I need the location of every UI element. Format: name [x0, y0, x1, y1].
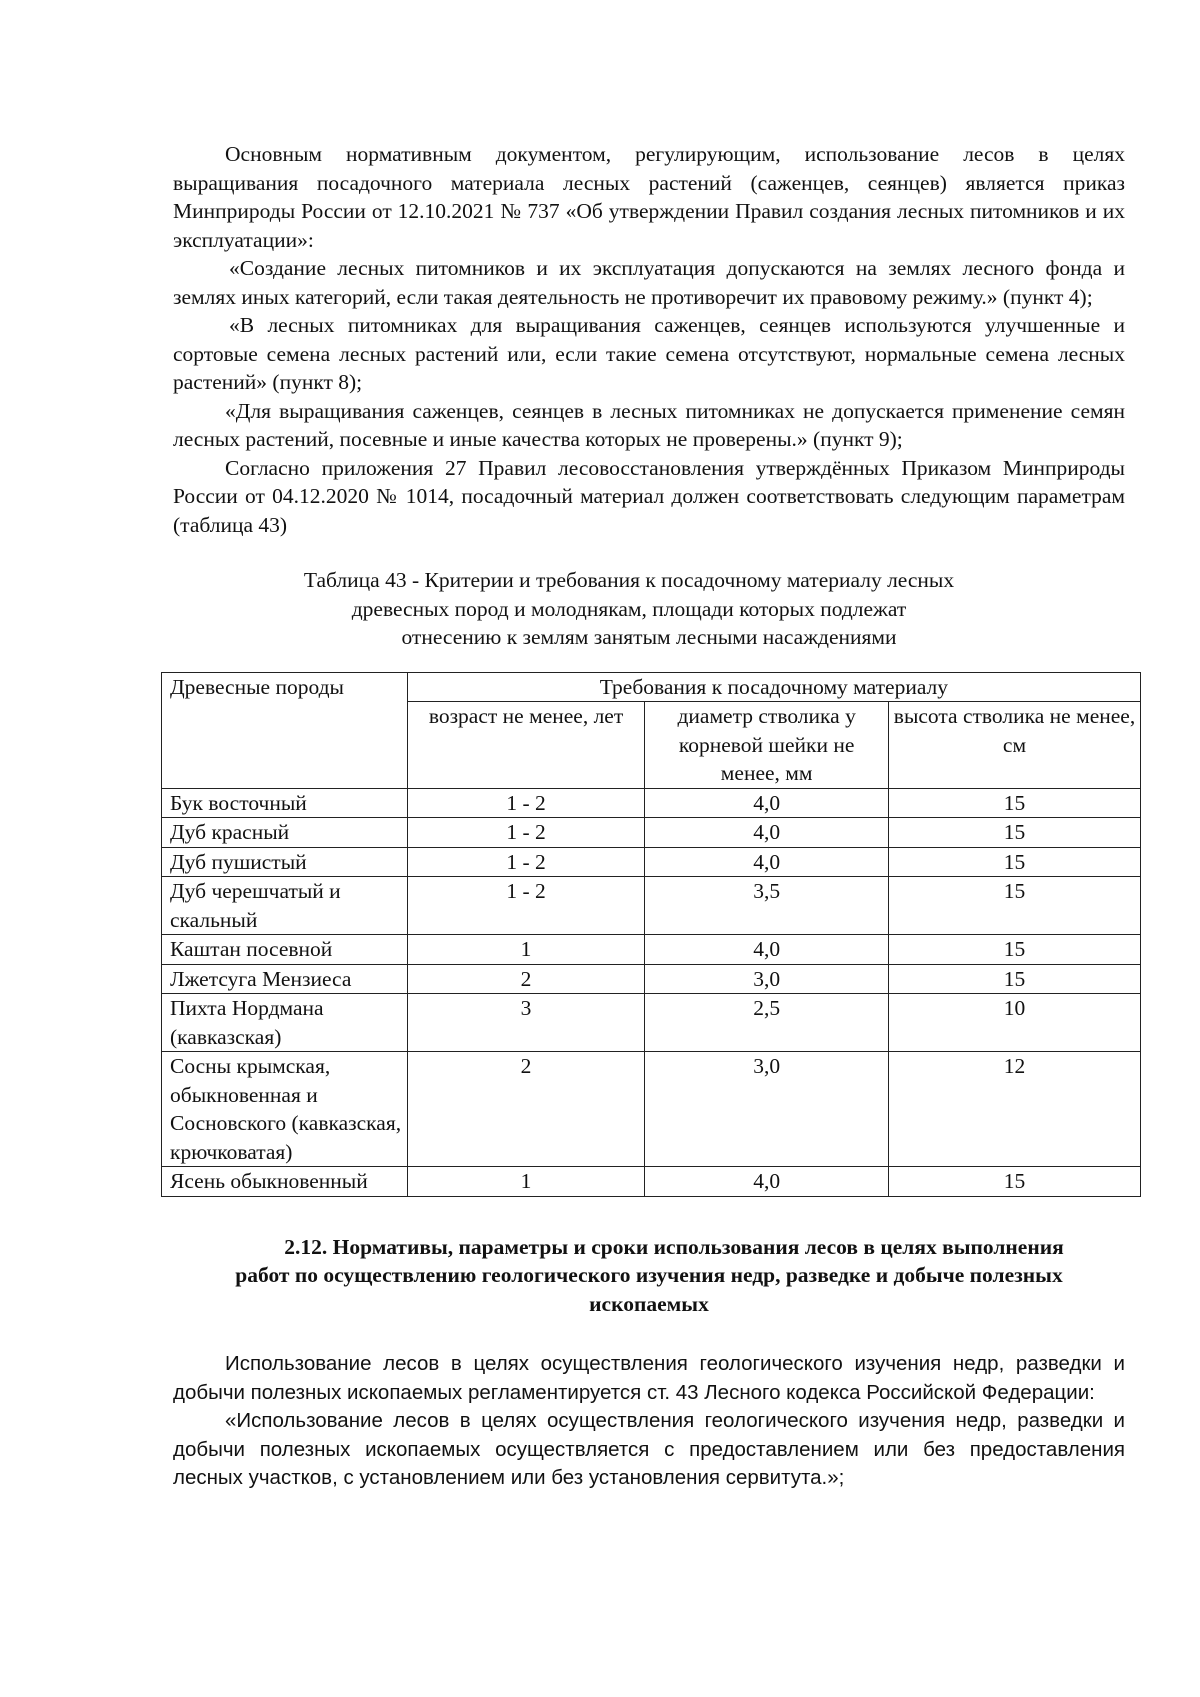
cell-height: 12 [889, 1052, 1141, 1167]
table-row [162, 847, 1141, 877]
cell-height: 15 [889, 877, 1141, 935]
header-age: возраст не менее, лет [407, 702, 645, 789]
cell-age: 1 - 2 [407, 877, 645, 935]
cell-diameter: 3,0 [645, 964, 889, 994]
paragraph-forest-code-quote: «Использование лесов в целях осуществления геологического изучения недр, разведки и добычи полезных ископаемых осуществляется с предоставлением или без предоставления лесных участков, с установлением или без установления сервитута.»; [173, 1409, 1125, 1489]
table-header-row [162, 672, 1141, 702]
cell-height: 15 [889, 935, 1141, 965]
planting-material-table [161, 672, 1141, 1197]
cell-height: 15 [889, 788, 1141, 818]
cell-species: Бук восточный [162, 788, 408, 818]
table-row [162, 935, 1141, 965]
table-row [162, 1052, 1141, 1167]
table-row [162, 818, 1141, 848]
table-caption-line: древесных пород и молоднякам, площади которых подлежат [351, 596, 907, 621]
section-body [173, 1350, 1125, 1493]
cell-age: 1 - 2 [407, 818, 645, 848]
cell-diameter: 2,5 [645, 994, 889, 1052]
cell-diameter: 4,0 [645, 818, 889, 848]
paragraph-quote-point-8: «В лесных питомниках для выращивания саженцев, сеянцев используются улучшенные и сортовые семена лесных растений или, если такие семена отсутствуют, нормальные семена лесных растений» (пункт 8); [173, 313, 1125, 394]
paragraph-intro: Основным нормативным документом, регулирующим, использование лесов в целях выращивания посадочного материала лесных растений (саженцев, сеянцев) является приказ Минприроды России от 12.10.2021 № 737 «Об утверждении Правил создания лесных питомников и их эксплуатации»: [173, 142, 1125, 252]
paragraph-forest-code: Использование лесов в целях осуществления геологического изучения недр, разведки и добычи полезных ископаемых регламентируется ст. 43 Лесного кодекса Российской Федерации: [173, 1352, 1125, 1404]
cell-age: 1 - 2 [407, 847, 645, 877]
cell-species: Дуб красный [162, 818, 408, 848]
header-requirements: Требования к посадочному материалу [407, 672, 1140, 702]
cell-species: Дуб черешчатый и скальный [162, 877, 408, 935]
table-caption-line: Таблица 43 - Критерии и требования к посадочному материалу лесных [303, 568, 955, 592]
paragraph-quote-point-4: «Создание лесных питомников и их эксплуатация допускаются на землях лесного фонда и землях иных категорий, если такая деятельность не противоречит их правовому режиму.» (пункт 4); [173, 256, 1125, 309]
cell-height: 15 [889, 847, 1141, 877]
cell-diameter: 3,5 [645, 877, 889, 935]
cell-height: 15 [889, 1167, 1141, 1197]
table-row [162, 964, 1141, 994]
cell-diameter: 4,0 [645, 847, 889, 877]
cell-age: 1 [407, 1167, 645, 1197]
paragraph-quote-point-9: «Для выращивания саженцев, сеянцев в лесных питомниках не допускается применение семян лесных растений, посевные и иные качества которых не проверены.» (пункт 9); [173, 398, 1125, 451]
table-row [162, 877, 1141, 935]
header-diameter: диаметр стволика у корневой шейки не менее, мм [645, 702, 889, 789]
cell-diameter: 4,0 [645, 935, 889, 965]
cell-species: Каштан посевной [162, 935, 408, 965]
table-caption-line: отнесению к землям занятым лесными насаждениями [401, 625, 897, 649]
cell-age: 1 [407, 935, 645, 965]
cell-diameter: 3,0 [645, 1052, 889, 1167]
table-row [162, 1167, 1141, 1197]
cell-age: 2 [407, 1052, 645, 1167]
document-page [170, 140, 1136, 1493]
cell-species: Пихта Нордмана (кавказская) [162, 994, 408, 1052]
section-heading [173, 1233, 1125, 1319]
cell-age: 2 [407, 964, 645, 994]
cell-diameter: 4,0 [645, 788, 889, 818]
cell-diameter: 4,0 [645, 1167, 889, 1197]
header-species: Древесные породы [162, 672, 408, 788]
header-height: высота стволика не менее, см [889, 702, 1141, 789]
cell-height: 10 [889, 994, 1141, 1052]
cell-height: 15 [889, 818, 1141, 848]
cell-species: Сосны крымская, обыкновенная и Сосновского (кавказская, крючковатая) [162, 1052, 408, 1167]
table-row [162, 788, 1141, 818]
cell-species: Дуб пушистый [162, 847, 408, 877]
section-heading-line: 2.12. Нормативы, параметры и сроки использования лесов в целях выполнения [284, 1234, 1064, 1259]
cell-height: 15 [889, 964, 1141, 994]
cell-age: 3 [407, 994, 645, 1052]
table-caption [173, 566, 1125, 652]
cell-species: Лжетсуга Мензиеса [162, 964, 408, 994]
cell-age: 1 - 2 [407, 788, 645, 818]
section-heading-line: работ по осуществлению геологического изучения недр, разведке и добыче полезных [235, 1263, 1063, 1287]
section-heading-line: ископаемых [589, 1291, 709, 1316]
paragraph-annex-27: Согласно приложения 27 Правил лесовосстановления утверждённых Приказом Минприроды России от 04.12.2020 № 1014, посадочный материал должен соответствовать следующим параметрам (таблица 43) [173, 455, 1125, 537]
table-row [162, 994, 1141, 1052]
cell-species: Ясень обыкновенный [162, 1167, 408, 1197]
